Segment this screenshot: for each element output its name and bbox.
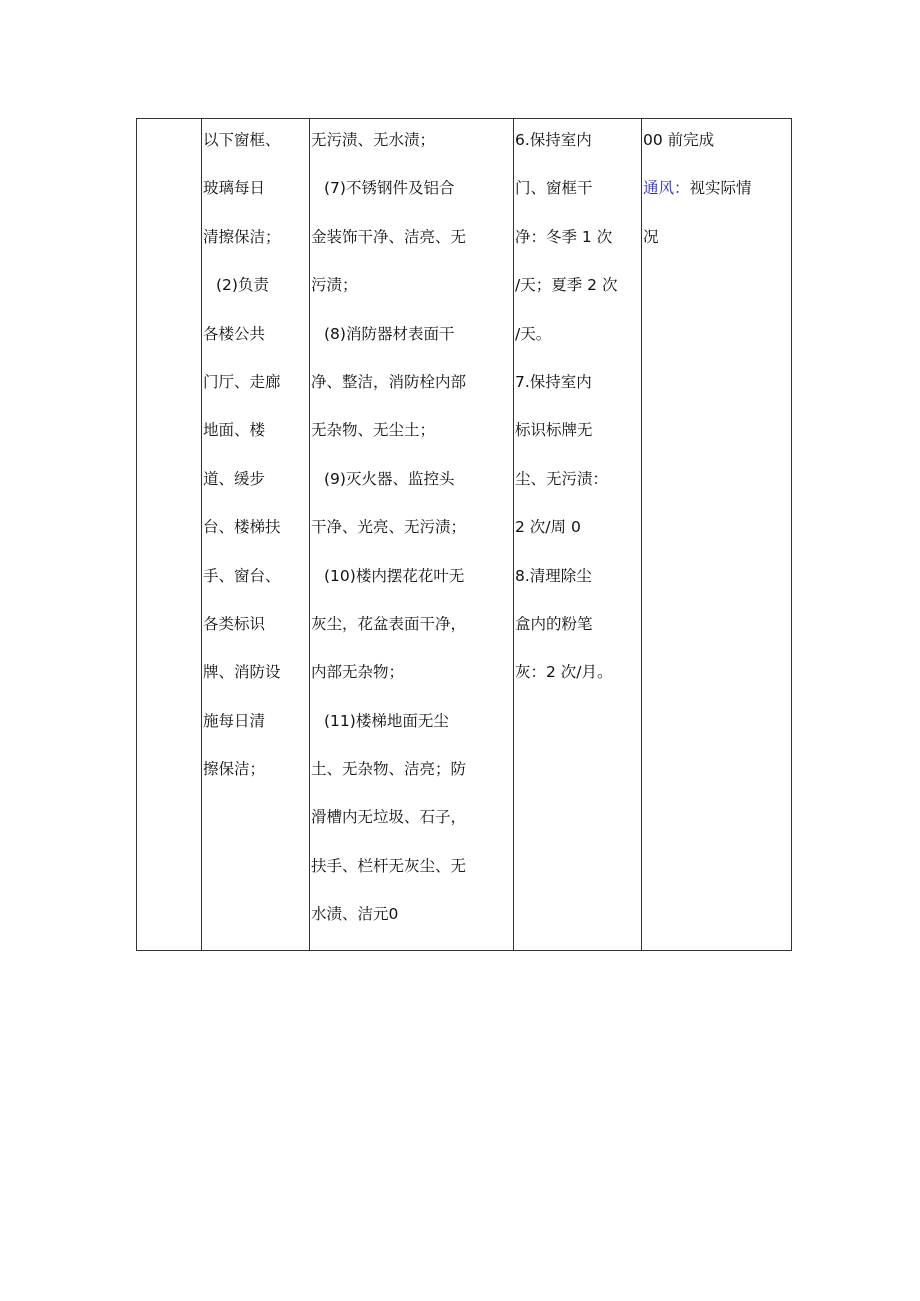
notes-lines <box>642 119 791 272</box>
table-cell-duties <box>202 119 310 951</box>
table-cell-frequency <box>514 119 642 951</box>
text-line: (7)不锈钢件及铝合 <box>324 179 455 198</box>
text-line: (11)楼梯地面无尘 <box>324 711 449 730</box>
text-line: 盒内的粉笔 <box>515 614 593 633</box>
text-line: 扶手、栏杆无灰尘、无 <box>311 856 467 875</box>
text-line: 道、缓步 <box>203 469 266 488</box>
text-line: 6.保持室内 <box>515 131 592 149</box>
text-line: 金装饰干净、洁亮、无 <box>311 227 467 246</box>
text-line: 灰：2 次/月。 <box>515 663 613 682</box>
text-line: 各类标识 <box>203 614 266 633</box>
text-line: 灰尘，花盆表面干净， <box>311 614 467 633</box>
text-line-ventilation <box>643 175 791 223</box>
text-line: (8)消防器材表面干 <box>324 324 455 343</box>
text-line: (10)楼内摆花花叶无 <box>324 566 465 585</box>
text-line: 2 次/周 0 <box>515 518 581 537</box>
text-line: 净：冬季 1 次 <box>515 227 613 246</box>
text-line: 无杂物、无尘土； <box>311 421 436 440</box>
table-cell-notes <box>642 119 792 951</box>
text-line: 况 <box>643 227 659 246</box>
text-line: 门厅、走廊 <box>203 372 281 391</box>
text-line: 净、整洁，消防栓内部 <box>311 372 467 391</box>
text-line: 牌、消防设 <box>203 663 281 682</box>
text-line: 门、窗框干 <box>515 179 593 198</box>
text-line: 擦保洁； <box>203 760 266 779</box>
text-line: 以下窗框、 <box>203 131 281 149</box>
ventilation-label: 通风： <box>643 179 690 198</box>
table-cell-standards <box>310 119 514 951</box>
text-line: 7.保持室内 <box>515 372 592 391</box>
text-line: 滑槽内无垃圾、石子， <box>311 808 467 827</box>
text-line: 内部无杂物； <box>311 663 405 682</box>
text-line: (2)负责 <box>216 276 269 295</box>
text-line: /天。 <box>515 324 552 343</box>
text-line: 8.清理除尘 <box>515 566 592 585</box>
text-line: 施每日清 <box>203 711 266 730</box>
text-line: 尘、无污渍： <box>515 469 609 488</box>
frequency-lines <box>514 119 641 708</box>
ventilation-text: 视实际情 <box>689 179 752 198</box>
duties-lines <box>202 119 309 804</box>
text-line: 土、无杂物、洁亮；防 <box>311 760 467 779</box>
text-line: 污渍； <box>311 276 358 295</box>
text-line: 台、楼梯扶 <box>203 518 281 537</box>
text-line: 00 前完成 <box>643 131 715 149</box>
text-line: (9)灭火器、监控头 <box>324 469 455 488</box>
text-line: 手、窗台、 <box>203 566 281 585</box>
text-line: 标识标牌无 <box>515 421 593 440</box>
text-line: 各楼公共 <box>203 324 266 343</box>
text-line: 地面、楼 <box>203 421 266 440</box>
standards-lines <box>310 119 513 950</box>
table-row <box>137 119 792 951</box>
text-line: 无污渍、无水渍； <box>311 131 436 149</box>
table-cell-empty <box>137 119 202 951</box>
text-line: 清擦保洁； <box>203 227 281 246</box>
text-line: /天；夏季 2 次 <box>515 276 618 295</box>
cleaning-standards-table <box>136 118 792 951</box>
text-line: 玻璃每日 <box>203 179 266 198</box>
text-line: 干净、光亮、无污渍； <box>311 518 467 537</box>
text-line: 水渍、洁元0 <box>311 905 399 924</box>
